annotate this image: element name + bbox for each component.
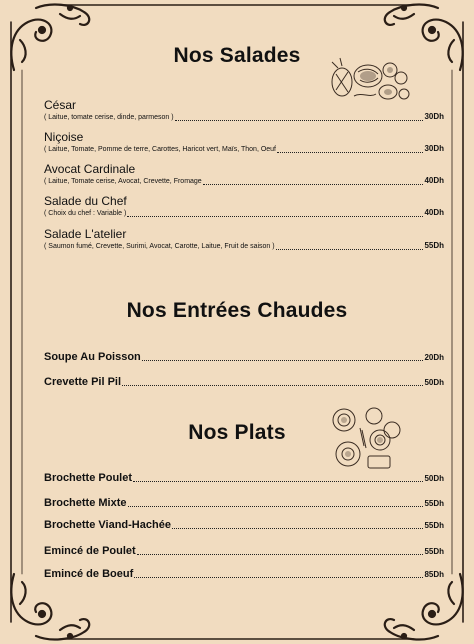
menu-item (44, 545, 444, 557)
item-price: 85Dh (424, 570, 444, 579)
dot-leader (128, 506, 424, 507)
dot-leader (127, 216, 423, 217)
dot-leader (175, 120, 424, 121)
item-name: Brochette Poulet (44, 472, 133, 484)
dot-leader (172, 528, 423, 529)
item-description: ( Laitue, Tomate, Pomme de terre, Carottes, Haricot vert, Maïs, Thon, Oeuf (44, 146, 277, 153)
item-price: 55Dh (424, 499, 444, 508)
item-name: Emincé de Poulet (44, 545, 136, 557)
dot-leader (134, 577, 423, 578)
item-name: Avocat Cardinale (44, 162, 136, 176)
salad-item (44, 98, 444, 123)
dot-leader (122, 385, 423, 386)
item-price: 55Dh (424, 521, 444, 530)
dot-leader (277, 152, 423, 153)
item-description: ( Laitue, Tomate cerise, Avocat, Crevette, Fromage (44, 178, 202, 185)
corner-flourish-bottom-right (385, 574, 463, 639)
item-name: Salade L'atelier (44, 227, 127, 241)
item-price: 20Dh (424, 353, 444, 362)
menu-item (44, 351, 444, 363)
menu-item (44, 472, 444, 484)
salad-item (44, 130, 444, 155)
item-name: César (44, 98, 77, 112)
item-price: 30Dh (424, 112, 444, 121)
section-title-plats: Nos Plats (188, 421, 286, 444)
item-description: ( Saumon fumé, Crevette, Surimi, Avocat, Carotte, Laitue, Fruit de saison ) (44, 243, 275, 250)
item-description: ( Choix du chef : Variable ) (44, 210, 127, 217)
dishes-illustration (330, 406, 402, 472)
menu-item (44, 568, 444, 580)
menu-item (44, 497, 444, 509)
dot-leader (133, 481, 423, 482)
menu-item (44, 376, 444, 388)
item-description: ( Laitue, tomate cerise, dinde, parmeson ) (44, 114, 174, 121)
item-name: Emincé de Boeuf (44, 568, 134, 580)
item-name: Soupe Au Poisson (44, 351, 141, 363)
item-name: Niçoise (44, 130, 84, 144)
item-price: 50Dh (424, 378, 444, 387)
vegetables-illustration (328, 54, 412, 104)
section-title-salades: Nos Salades (173, 44, 301, 67)
salad-item (44, 227, 444, 252)
salad-item (44, 162, 444, 187)
menu-item (44, 519, 444, 531)
item-name: Salade du Chef (44, 194, 127, 208)
dot-leader (276, 249, 424, 250)
item-price: 40Dh (424, 176, 444, 185)
corner-flourish-bottom-left (11, 574, 89, 639)
item-price: 55Dh (424, 241, 444, 250)
dot-leader (203, 184, 424, 185)
item-price: 40Dh (424, 208, 444, 217)
dot-leader (137, 554, 424, 555)
dot-leader (142, 360, 424, 361)
item-price: 30Dh (424, 144, 444, 153)
salad-item (44, 194, 444, 219)
item-name: Crevette Pil Pil (44, 376, 122, 388)
item-price: 55Dh (424, 547, 444, 556)
item-name: Brochette Mixte (44, 497, 127, 509)
section-title-entrees: Nos Entrées Chaudes (126, 299, 348, 322)
item-price: 50Dh (424, 474, 444, 483)
item-name: Brochette Viand-Hachée (44, 519, 171, 531)
